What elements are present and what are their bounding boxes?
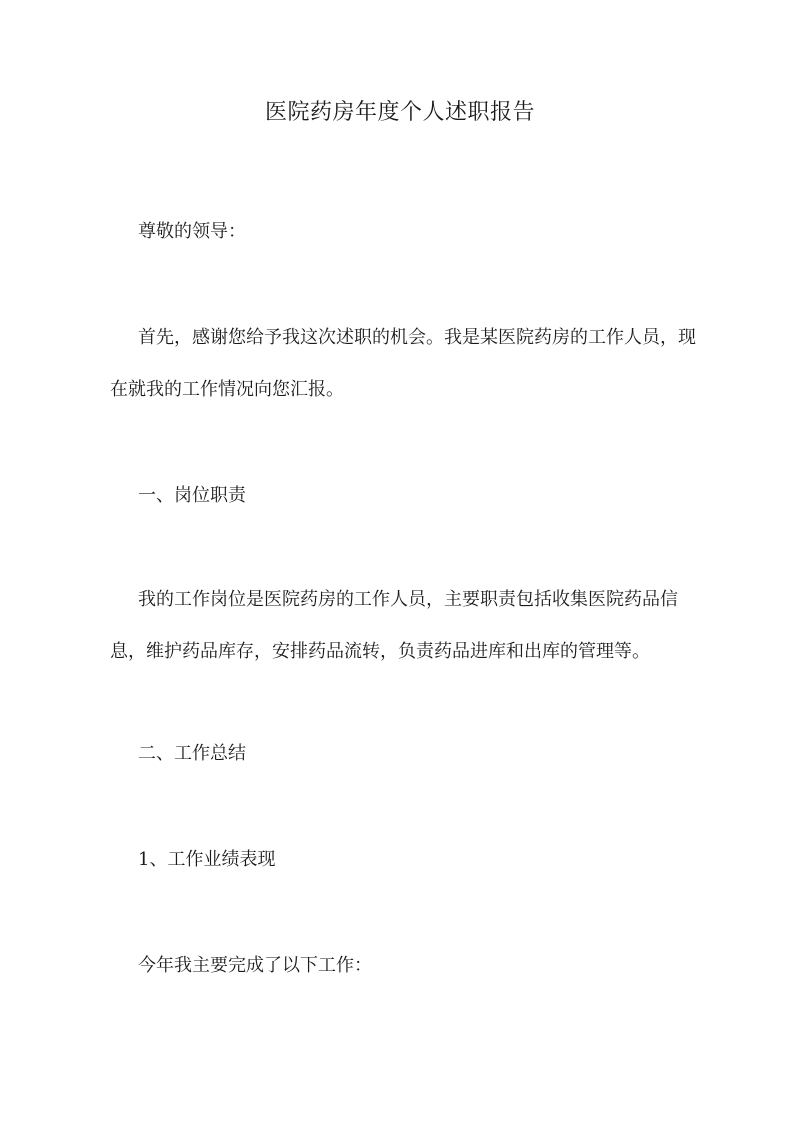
document-title: 医院药房年度个人述职报告 (264, 100, 535, 125)
duties-paragraph: 我的工作岗位是医院药房的工作人员，主要职责包括收集医院药品信息，维护药品库存，安排药品流转，负责药品进库和出库的管理等。 (110, 589, 678, 662)
section-heading-duties: 一、岗位职责 (138, 485, 246, 506)
section-heading-summary: 二、工作总结 (138, 743, 246, 764)
intro-paragraph: 首先，感谢您给予我这次述职的机会。我是某医院药房的工作人员，现在就我的工作情况向您汇报。 (110, 327, 696, 400)
subsection-heading-performance: 1、工作业绩表现 (138, 849, 276, 870)
performance-intro: 今年我主要完成了以下工作： (138, 955, 372, 976)
salutation: 尊敬的领导： (138, 221, 246, 242)
